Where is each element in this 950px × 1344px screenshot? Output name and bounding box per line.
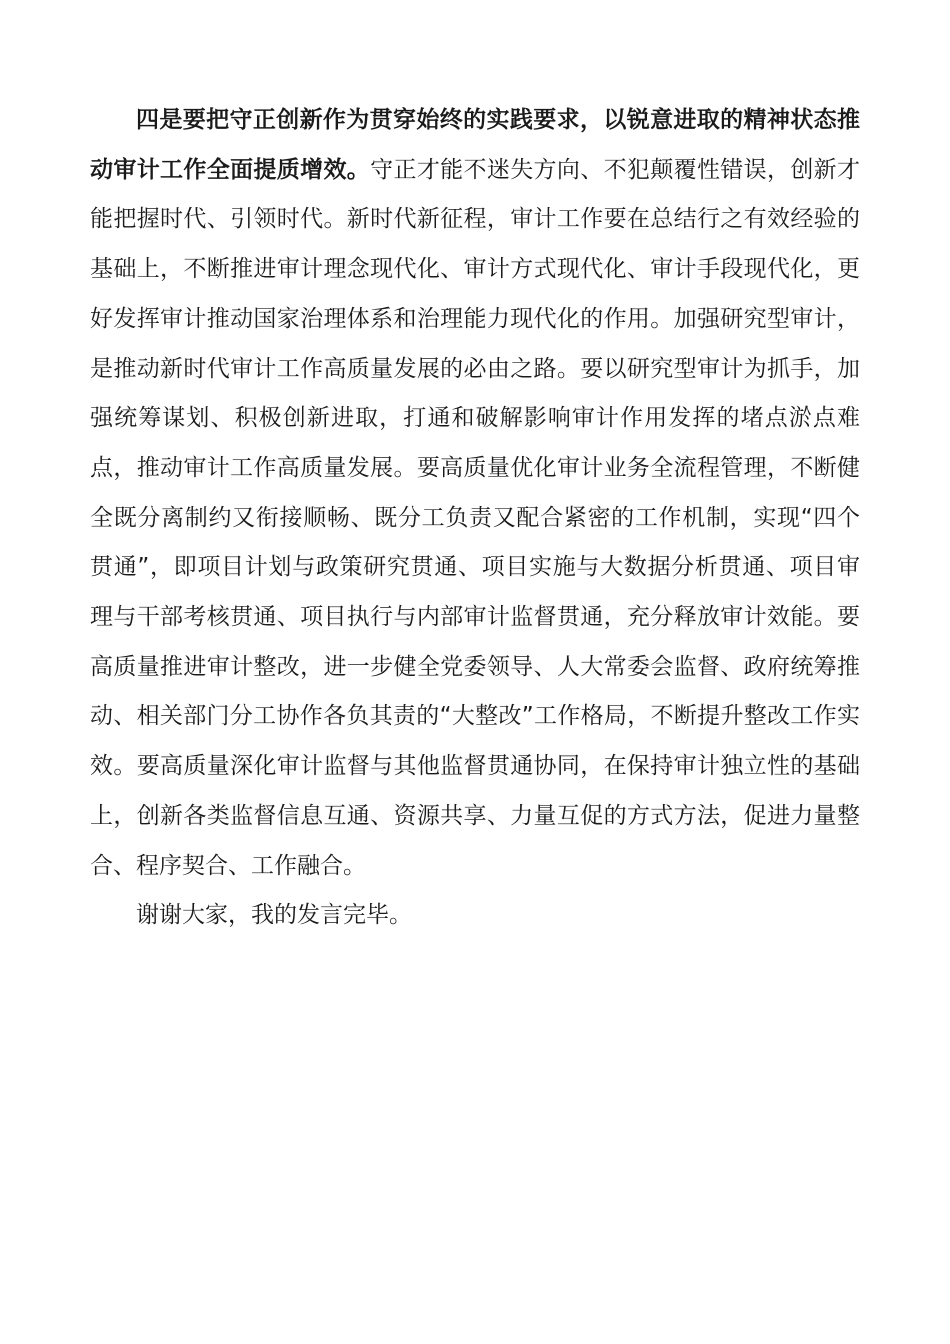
paragraph-main (90, 96, 860, 891)
paragraph-lead-bold: 四是要把守正创新作为贯穿始终的实践要求，以锐意进取的精神状态推动审计工作全面提质增效。 (90, 107, 860, 183)
paragraph-body: 守正才能不迷失方向、不犯颠覆性错误，创新才能把握时代、引领时代。新时代新征程，审计工作要在总结行之有效经验的基础上，不断推进审计理念现代化、审计方式现代化、审计手段现代化，更好发挥审计推动国家治理体系和治理能力现代化的作用。加强研究型审计，是推动新时代审计工作高质量发展的必由之路。要以研究型审计为抓手，加强统筹谋划、积极创新进取，打通和破解影响审计作用发挥的堵点淤点难点，推动审计工作高质量发展。要高质量优化审计业务全流程管理，不断健全既分离制约又衔接顺畅、既分工负责又配合紧密的工作机制，实现“四个贯通”，即项目计划与政策研究贯通、项目实施与大数据分析贯通、项目审理与干部考核贯通、项目执行与内部审计监督贯通，充分释放审计效能。要高质量推进审计整改，进一步健全党委领导、人大常委会监督、政府统筹推动、相关部门分工协作各负其责的“大整改”工作格局，不断提升整改工作实效。要高质量深化审计监督与其他监督贯通协同，在保持审计独立性的基础上，创新各类监督信息互通、资源共享、力量互促的方式方法，促进力量整合、程序契合、工作融合。 (90, 156, 860, 879)
closing-remark: 谢谢大家，我的发言完毕。 (136, 902, 412, 929)
document-page (90, 96, 860, 941)
